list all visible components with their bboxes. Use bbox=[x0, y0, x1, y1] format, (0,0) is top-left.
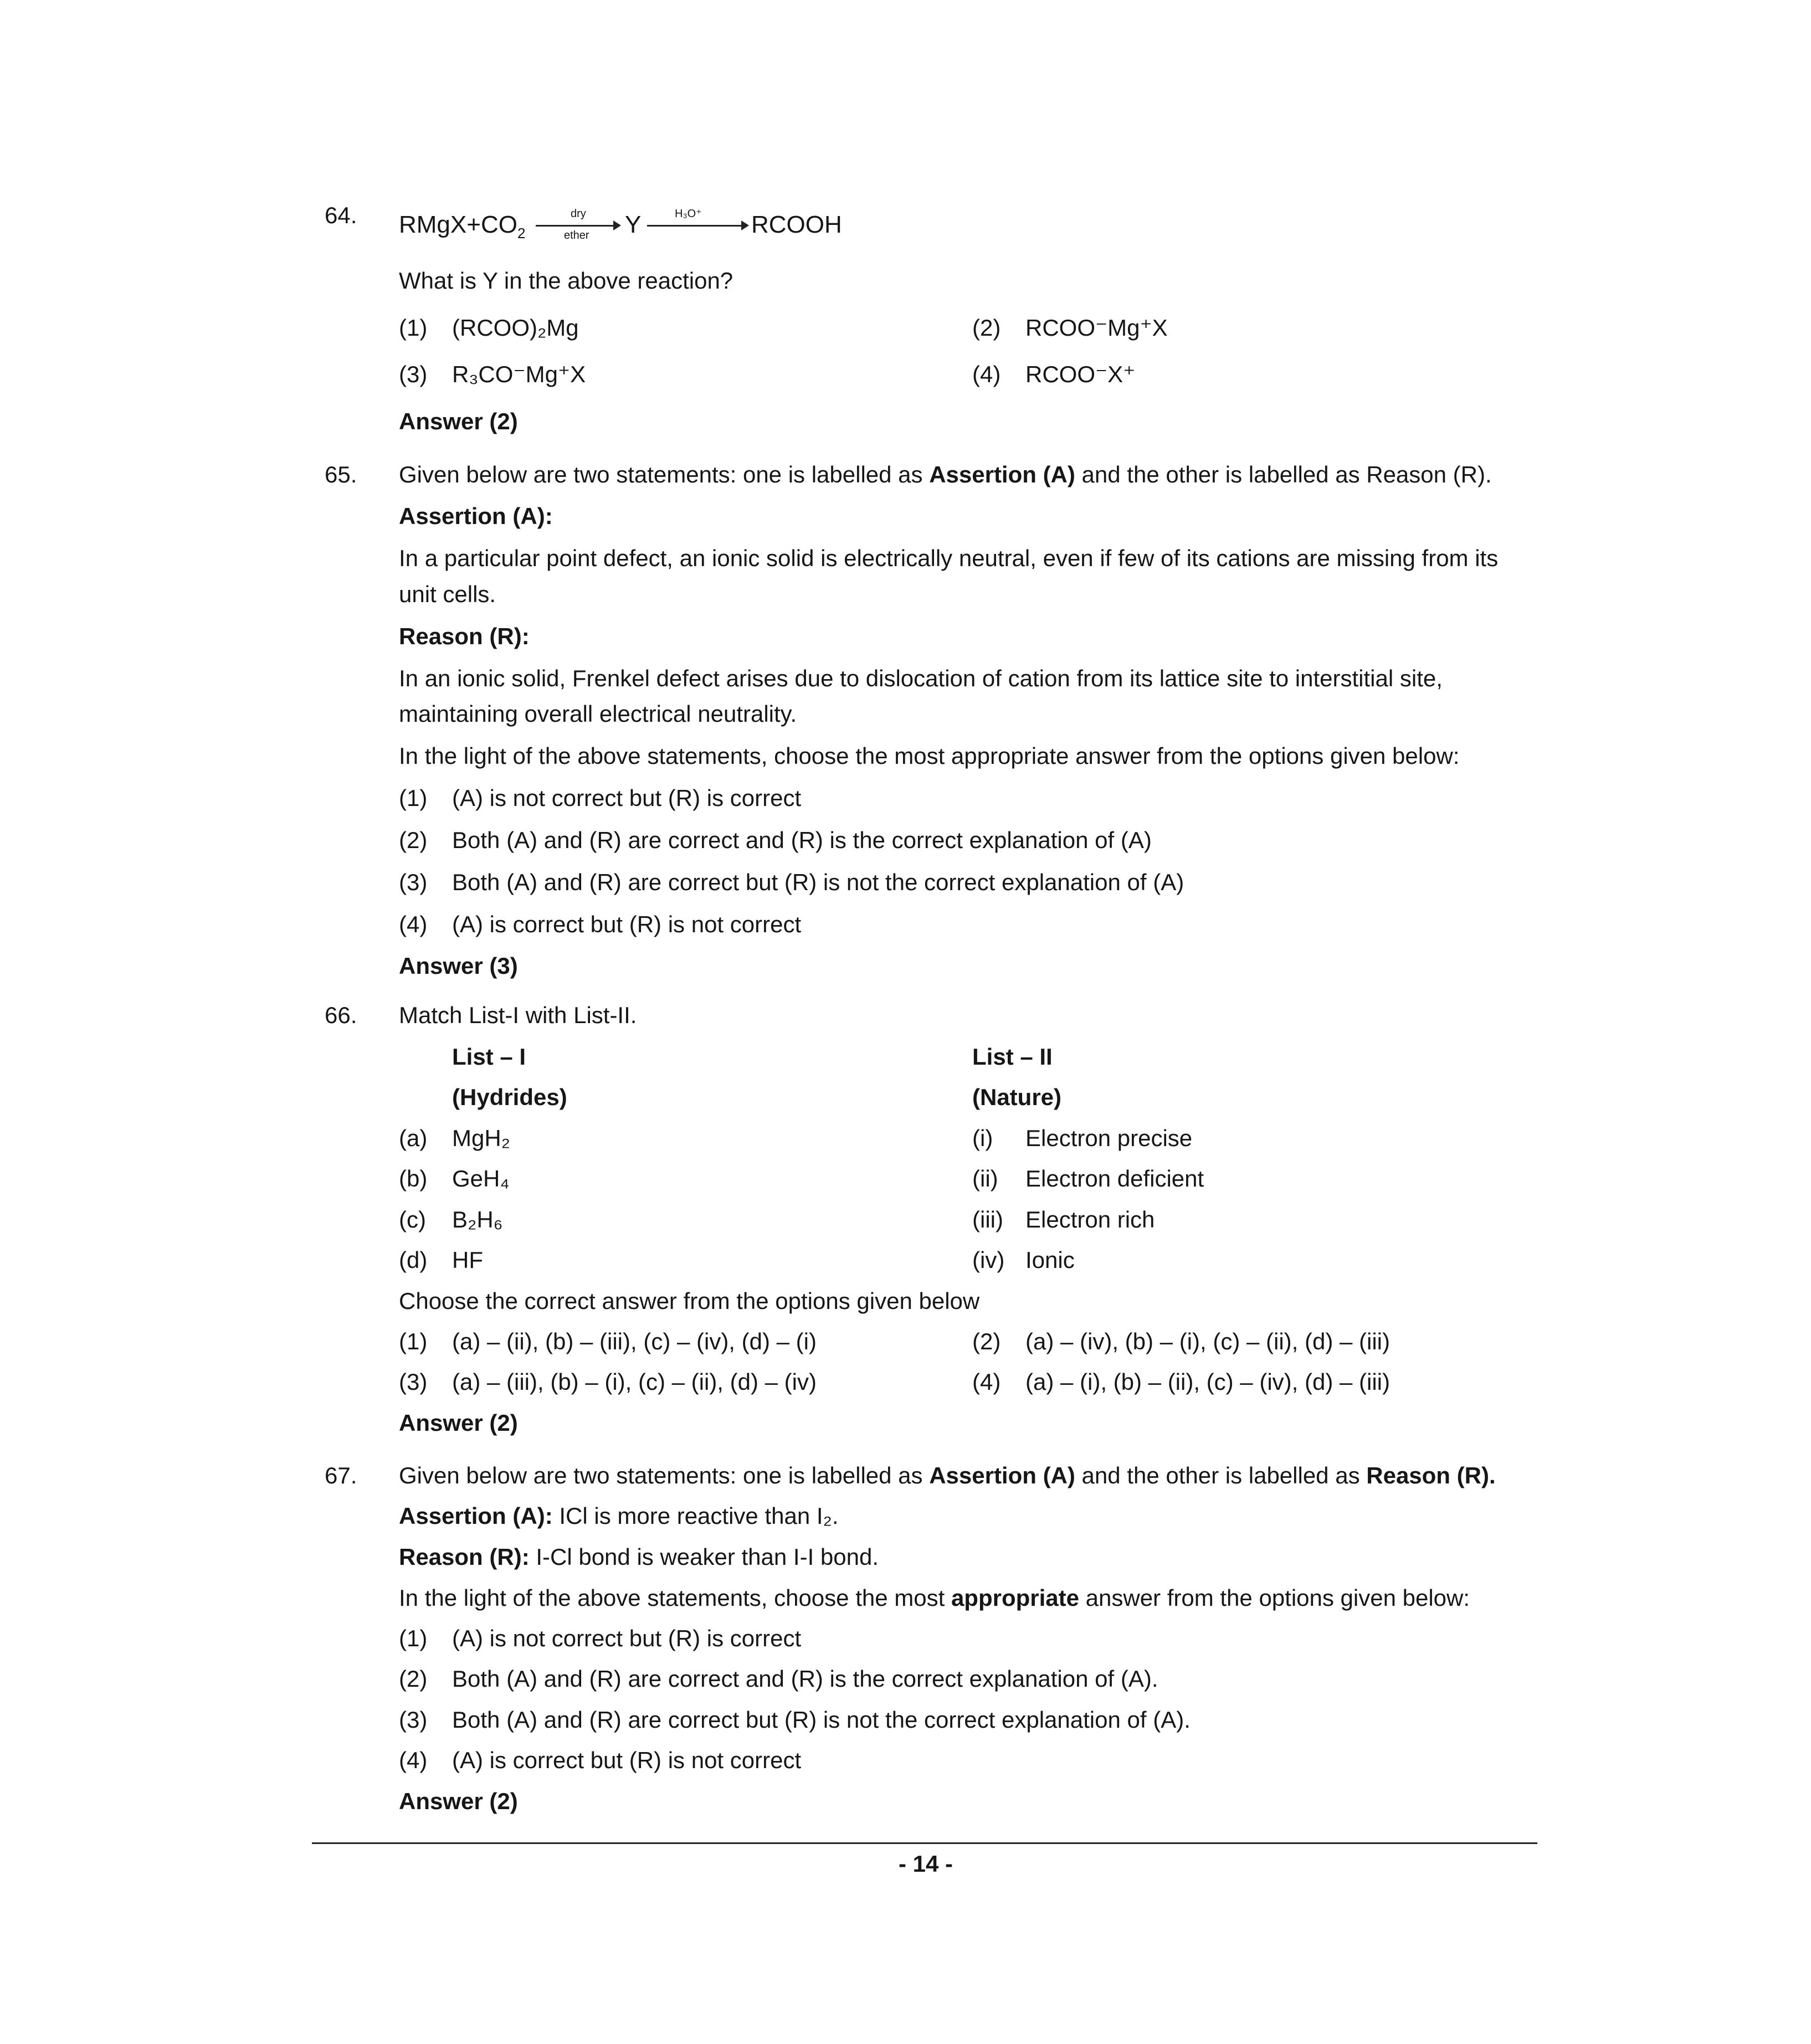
q64-option-2-number: (2) bbox=[972, 315, 1001, 341]
q66-list2-heading: List – II bbox=[972, 1044, 1053, 1070]
q66-row-c-label: (c) bbox=[399, 1206, 426, 1232]
q64-reaction-equation bbox=[399, 204, 842, 254]
q66-option-2-text: (a) – (iv), (b) – (i), (c) – (ii), (d) – (iii) bbox=[1025, 1328, 1390, 1354]
q66-row-b-hydride: GeH₄ bbox=[452, 1165, 510, 1192]
q64-arrow-1 bbox=[536, 225, 619, 227]
q64-arrow1-condition-top: dry bbox=[571, 208, 586, 220]
q67-option-1-text: (A) is not correct but (R) is correct bbox=[452, 1625, 802, 1651]
q65-option-2-number: (2) bbox=[399, 827, 428, 853]
q66-option-1-number: (1) bbox=[399, 1328, 428, 1354]
q66-row-a-label: (a) bbox=[399, 1125, 428, 1151]
q64-option-2-text: RCOO⁻Mg⁺X bbox=[1025, 315, 1168, 341]
q65-assertion-heading: Assertion (A): bbox=[399, 503, 553, 529]
q65-number: 65. bbox=[325, 461, 357, 487]
q64-option-3-number: (3) bbox=[399, 361, 428, 387]
q65-reason-line-1: In an ionic solid, Frenkel defect arises due to dislocation of cation from its lattice site to interstitial site, bbox=[399, 665, 1443, 691]
q65-assertion-line-1: In a particular point defect, an ionic solid is electrically neutral, even if few of its cations are missing from its bbox=[399, 545, 1499, 571]
q66-list2-subheading: (Nature) bbox=[972, 1084, 1062, 1110]
q64-reactants: $RMgX+CO_2$ bbox=[399, 211, 526, 242]
q67-prompt: In the light of the above statements, choose the most appropriate answer from the options given below: bbox=[399, 1585, 1470, 1611]
q66-row-c-nature: Electron rich bbox=[1025, 1206, 1155, 1232]
q65-option-3-text: Both (A) and (R) are correct but (R) is not the correct explanation of (A) bbox=[452, 869, 1184, 895]
q65-reason-line-2: maintaining overall electrical neutrality. bbox=[399, 701, 797, 727]
q66-row-a-hydride: MgH₂ bbox=[452, 1125, 510, 1151]
q64-option-4-text: RCOO⁻X⁺ bbox=[1025, 361, 1136, 387]
q66-option-3-text: (a) – (iii), (b) – (i), (c) – (ii), (d) – (iv) bbox=[452, 1369, 817, 1395]
q67-option-2-text: Both (A) and (R) are correct and (R) is the correct explanation of (A). bbox=[452, 1666, 1158, 1692]
q66-option-4-text: (a) – (i), (b) – (ii), (c) – (iv), (d) – (iii) bbox=[1025, 1369, 1390, 1395]
q65-option-4-number: (4) bbox=[399, 911, 428, 937]
q64-option-1-text: (RCOO)₂Mg bbox=[452, 315, 579, 341]
q66-option-4-number: (4) bbox=[972, 1369, 1001, 1395]
q66-list1-subheading: (Hydrides) bbox=[452, 1084, 567, 1110]
q67-option-3-number: (3) bbox=[399, 1707, 428, 1733]
q67-answer: Answer (2) bbox=[399, 1788, 518, 1814]
q66-row-d-label: (d) bbox=[399, 1247, 428, 1273]
q64-arrow-2 bbox=[647, 225, 747, 227]
q64-arrow1-condition-bottom: ether bbox=[564, 229, 589, 242]
q64-answer: Answer (2) bbox=[399, 408, 518, 434]
q66-intro: Match List-I with List-II. bbox=[399, 1002, 637, 1028]
q65-option-1-number: (1) bbox=[399, 785, 428, 811]
q67-intro: Given below are two statements: one is labelled as Assertion (A) and the other is labelled as Reason (R). bbox=[399, 1462, 1496, 1488]
q64-number: 64. bbox=[325, 202, 357, 228]
q66-prompt: Choose the correct answer from the options given below bbox=[399, 1288, 980, 1314]
q64-option-1-number: (1) bbox=[399, 315, 428, 341]
q65-option-2-text: Both (A) and (R) are correct and (R) is the correct explanation of (A) bbox=[452, 827, 1152, 853]
q66-row-c-roman: (iii) bbox=[972, 1206, 1003, 1232]
q67-assertion: Assertion (A): ICl is more reactive than I₂. bbox=[399, 1503, 839, 1529]
q66-row-a-roman: (i) bbox=[972, 1125, 993, 1151]
page-number: - 14 - bbox=[899, 1851, 953, 1877]
q67-reason: Reason (R): I-Cl bond is weaker than I-I bond. bbox=[399, 1544, 879, 1570]
q66-row-d-nature: Ionic bbox=[1025, 1247, 1075, 1273]
q66-row-c-hydride: B₂H₆ bbox=[452, 1206, 503, 1232]
q66-row-b-nature: Electron deficient bbox=[1025, 1165, 1204, 1192]
q65-answer: Answer (3) bbox=[399, 953, 518, 979]
q65-option-4-text: (A) is correct but (R) is not correct bbox=[452, 911, 802, 937]
q66-list1-heading: List – I bbox=[452, 1044, 526, 1070]
q65-option-1-text: (A) is not correct but (R) is correct bbox=[452, 785, 802, 811]
q65-intro: Given below are two statements: one is labelled as Assertion (A) and the other is labelled as Reason (R). bbox=[399, 461, 1492, 487]
q67-option-4-text: (A) is correct but (R) is not correct bbox=[452, 1747, 802, 1773]
q64-intermediate: Y bbox=[625, 211, 642, 238]
q66-option-1-text: (a) – (ii), (b) – (iii), (c) – (iv), (d) – (i) bbox=[452, 1328, 817, 1354]
q66-option-2-number: (2) bbox=[972, 1328, 1001, 1354]
q64-product: RCOOH bbox=[751, 211, 842, 238]
footer-rule bbox=[312, 1842, 1537, 1844]
q65-reason-heading: Reason (R): bbox=[399, 623, 530, 649]
q64-option-4-number: (4) bbox=[972, 361, 1001, 387]
q66-row-d-hydride: HF bbox=[452, 1247, 483, 1273]
q67-option-1-number: (1) bbox=[399, 1625, 428, 1651]
q64-option-3-text: R₃CO⁻Mg⁺X bbox=[452, 361, 586, 387]
q66-row-b-roman: (ii) bbox=[972, 1165, 998, 1192]
q66-answer: Answer (2) bbox=[399, 1410, 518, 1436]
q67-option-2-number: (2) bbox=[399, 1666, 428, 1692]
q66-row-d-roman: (iv) bbox=[972, 1247, 1005, 1273]
q66-number: 66. bbox=[325, 1002, 357, 1028]
q67-option-4-number: (4) bbox=[399, 1747, 428, 1773]
q65-prompt: In the light of the above statements, choose the most appropriate answer from the options given below: bbox=[399, 743, 1460, 769]
q65-assertion-line-2: unit cells. bbox=[399, 581, 496, 607]
q65-option-3-number: (3) bbox=[399, 869, 428, 895]
q64-arrow2-condition-top: H₃O⁺ bbox=[675, 208, 702, 220]
q66-row-a-nature: Electron precise bbox=[1025, 1125, 1193, 1151]
q67-option-3-text: Both (A) and (R) are correct but (R) is not the correct explanation of (A). bbox=[452, 1707, 1191, 1733]
q64-question-text: What is Y in the above reaction? bbox=[399, 268, 733, 294]
q66-row-b-label: (b) bbox=[399, 1165, 428, 1192]
q67-number: 67. bbox=[325, 1462, 357, 1488]
q66-option-3-number: (3) bbox=[399, 1369, 428, 1395]
